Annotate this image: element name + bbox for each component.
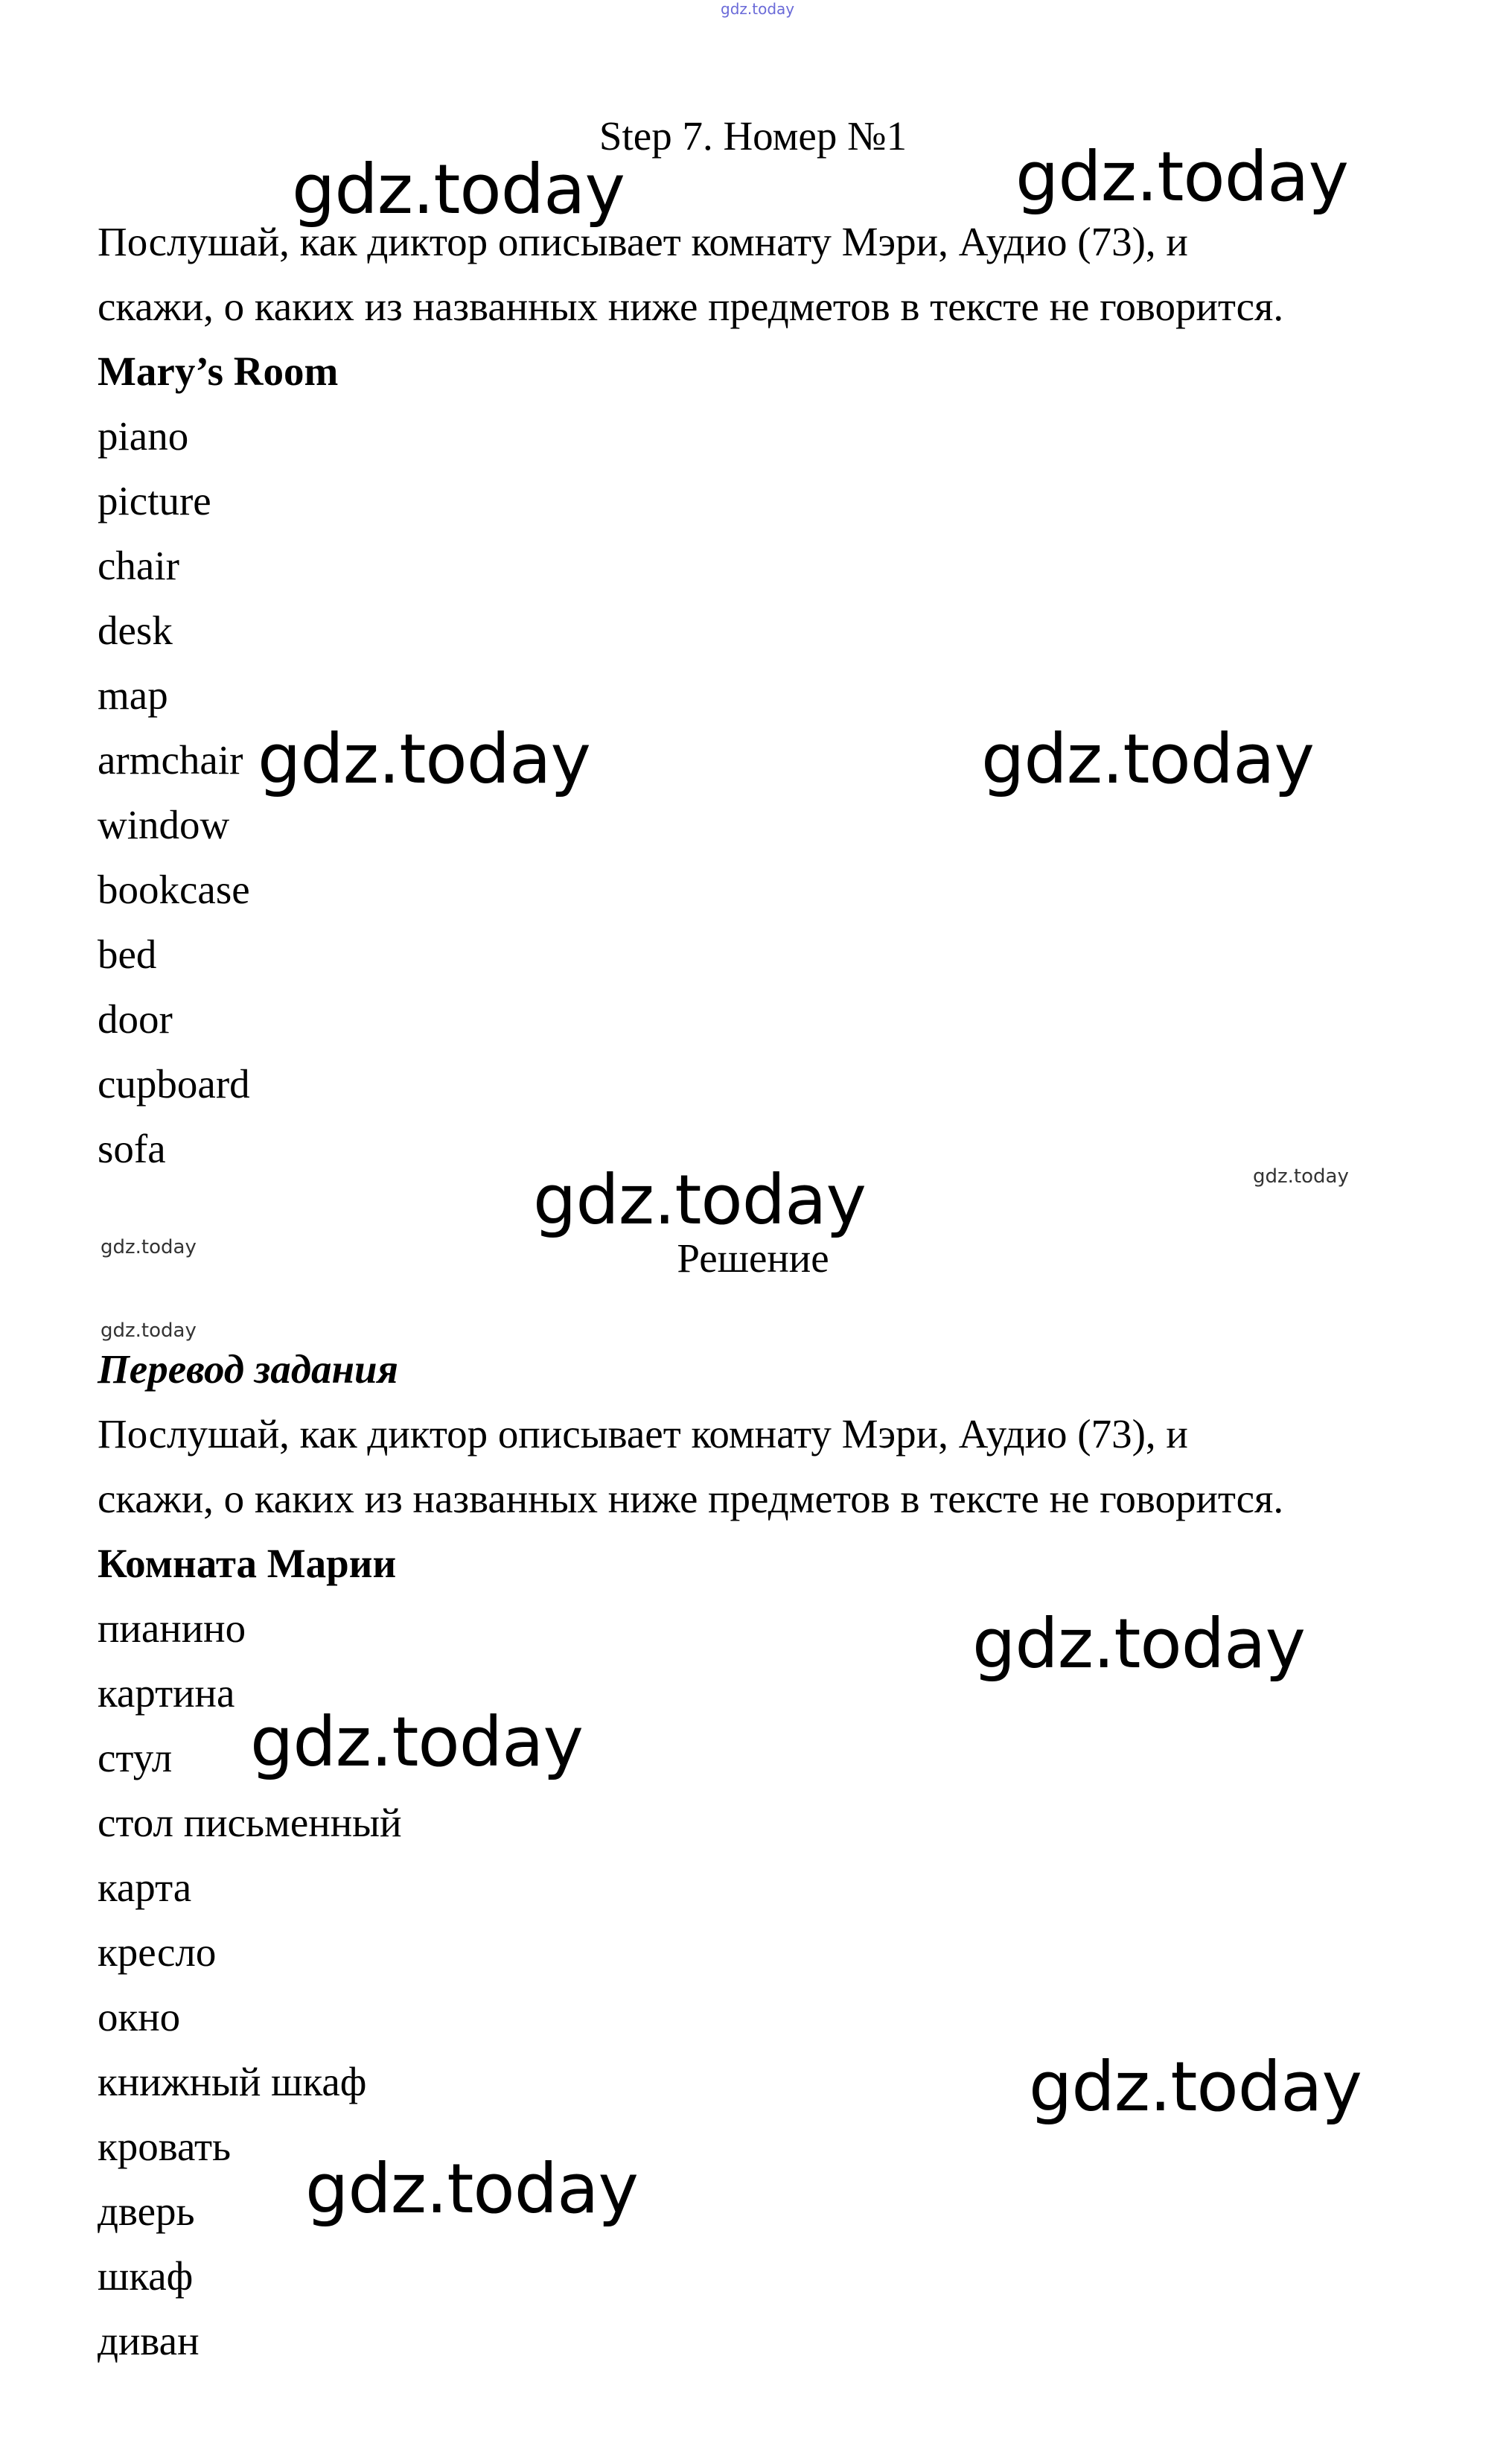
list-item: дверь (98, 2188, 195, 2234)
watermark: gdz.today (972, 1604, 1305, 1684)
list-item: диван (98, 2318, 200, 2363)
watermark: gdz.today (1029, 2047, 1362, 2127)
task-heading: Mary’s Room (98, 348, 339, 394)
translation-room-heading: Комната Марии (98, 1541, 397, 1586)
list-item: bed (98, 932, 157, 977)
list-item: шкаф (98, 2253, 194, 2299)
list-item: window (98, 802, 230, 847)
watermark: gdz.today (305, 2149, 638, 2229)
watermark: gdz.today (533, 1160, 866, 1240)
task-line-1: Послушай, как диктор описывает комнату Мэри, Аудио (73), и (98, 219, 1188, 264)
list-item: окно (98, 1994, 181, 2040)
watermark: gdz.today (981, 719, 1314, 799)
translation-line-1: Послушай, как диктор описывает комнату Мэри, Аудио (73), и (98, 1411, 1188, 1457)
list-item: map (98, 672, 168, 718)
list-item: стол письменный (98, 1800, 402, 1845)
list-item: стул (98, 1735, 173, 1780)
list-item: chair (98, 543, 179, 588)
watermark: gdz.today (292, 150, 625, 229)
list-item: кровать (98, 2124, 232, 2169)
watermark-small: gdz.today (100, 1236, 197, 1258)
list-item: door (98, 996, 173, 1042)
watermark-top: gdz.today (721, 0, 795, 18)
list-item: picture (98, 478, 211, 523)
watermark: gdz.today (258, 719, 590, 799)
list-item: sofa (98, 1126, 166, 1171)
list-item: armchair (98, 737, 243, 783)
watermark: gdz.today (250, 1702, 583, 1782)
translation-line-2: скажи, о каких из названных ниже предметов в тексте не говорится. (98, 1476, 1284, 1521)
list-item: bookcase (98, 867, 250, 912)
list-item: piano (98, 413, 189, 459)
solution-label: Решение (677, 1235, 829, 1281)
task-line-2: скажи, о каких из названных ниже предметов в тексте не говорится. (98, 284, 1284, 329)
list-item: кресло (98, 1929, 217, 1975)
list-item: пианино (98, 1605, 246, 1651)
page-title: Step 7. Номер №1 (599, 113, 907, 159)
watermark-small: gdz.today (1253, 1165, 1349, 1188)
translation-heading: Перевод задания (98, 1346, 398, 1392)
watermark: gdz.today (1015, 137, 1348, 217)
list-item: картина (98, 1670, 235, 1716)
list-item: карта (98, 1865, 192, 1910)
list-item: cupboard (98, 1061, 250, 1107)
list-item: книжный шкаф (98, 2059, 367, 2104)
watermark-small: gdz.today (100, 1319, 197, 1342)
list-item: desk (98, 608, 173, 653)
